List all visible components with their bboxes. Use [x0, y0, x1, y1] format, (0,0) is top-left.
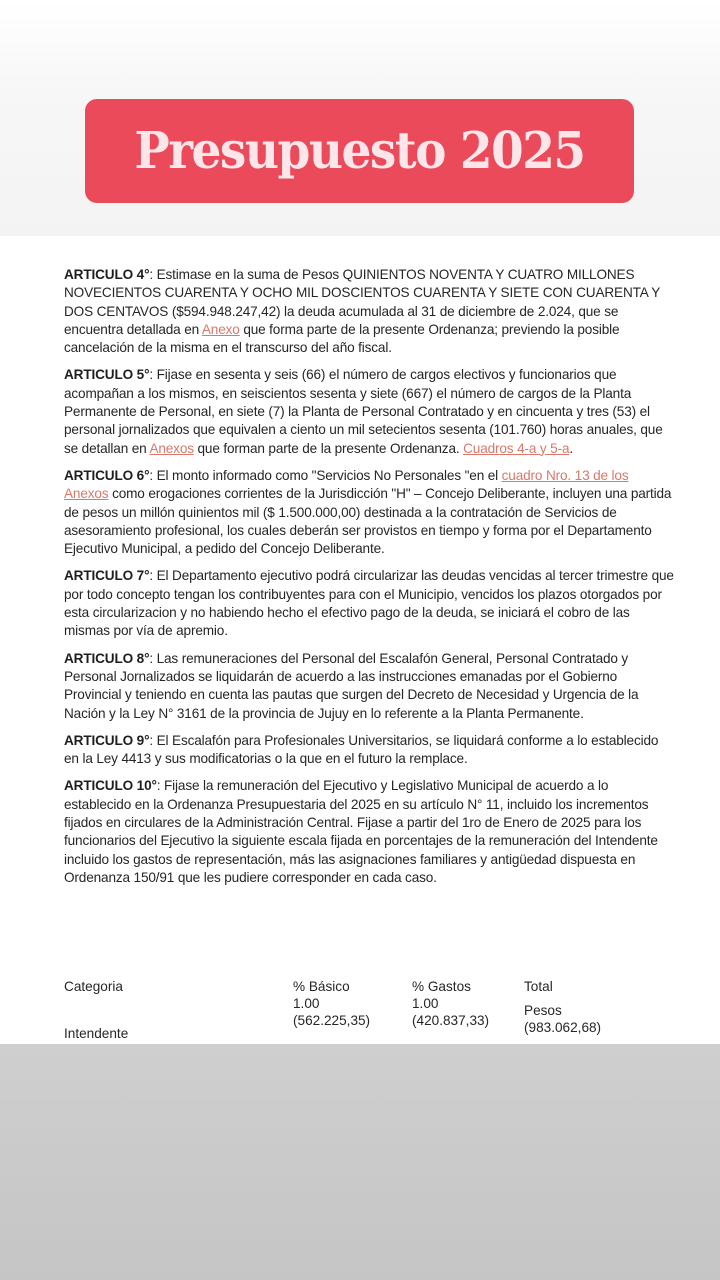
cell-total-amount: (983.062,68) — [524, 1020, 602, 1035]
article-text: como erogaciones corrientes de la Jurisdicción "H" – Concejo Deliberante, incluyen una partida de pesos un millón quinientos mil ($ 1.500.000,00) destinada a la contratación de Servicios de asesoramiento profesional, los cuales deberán ser provistos en tiempo y forma por el Departamento Ejecutivo Municipal, a pedido del Concejo Deliberante. — [64, 486, 672, 557]
article-heading: ARTICULO 6° — [64, 467, 150, 483]
articles-list — [64, 266, 674, 896]
article-text: : Estimase en la suma de Pesos QUINIENTOS NOVENTA Y CUATRO MILLONES NOVECIENTOS CUARENTA Y OCHO MIL DOSCIENTOS CUARENTA Y SIETE CON CUARENTA Y DOS CENTAVOS ($594.948.247,42) la deuda acumulada al 31 de diciembre de 2.024, que se encuentra detallada en — [64, 267, 660, 337]
article-text: : Fijase en sesenta y seis (66) el número de cargos electivos y funcionarios que acompañan a los mismos, en seiscientos sesenta y siete (667) el número de cargos de la Planta Permanente de Personal, en siete (7) la Planta de Personal Contratado y en cincuenta y tres (53) el personal jornalizados que equivalen a ciento un mil setecientos sesenta (101.760) horas anuales, que se detallan en — [64, 367, 663, 456]
salary-table — [64, 976, 674, 1046]
article-9 — [64, 732, 674, 769]
article-8 — [64, 650, 674, 723]
article-text: que forma parte de la presente Ordenanza; previendo la posible cancelación de la misma en el transcurso del año fiscal. — [64, 321, 620, 356]
article-text: : El Escalafón para Profesionales Universitarios, se liquidará conforme a lo establecido en la Ley 4413 y sus modificatorias o la que en el futuro la remplace. — [64, 732, 659, 767]
header-categoria: Categoria — [64, 979, 123, 994]
article-text: : Fijase la remuneración del Ejecutivo y Legislativo Municipal de acuerdo a lo establecido en la Ordenanza Presupuestaria del 2025 en su artículo N° 11, incluido los incrementos fijados en circulares de la Administración Central. Fijase a partir del 1ro de Enero de 2025 para los funcionarios del Ejecutivo la siguiente escala fijada en porcentajes de la remuneración del Intendente incluido los gastos de representación, más las asignaciones familiares y antigüedad dispuesta en Ordenanza 150/91 que les pudiere corresponder en cada caso. — [64, 778, 658, 885]
article-4 — [64, 266, 674, 357]
article-heading: ARTICULO 4° — [64, 267, 150, 282]
anexo-link[interactable]: Anexo — [201, 321, 240, 337]
cuadro-13-link[interactable]: cuadro Nro. 13 de los Anexos — [64, 467, 629, 502]
document-page — [0, 236, 720, 1044]
header-total: Total — [524, 979, 553, 994]
header-gastos: % Gastos — [412, 979, 471, 994]
article-text: : El Departamento ejecutivo podrá circularizar las deudas vencidas al tercer trimestre que por todo concepto tengan los contribuyentes para con el Municipio, vencidos los plazos otorgados por esta circularizacion y no habiendo hecho el efectivo pago de la deuda, se iniciará el cobro de las mismas por vía de apremio. — [64, 568, 674, 639]
header-basico: % Básico — [293, 979, 350, 994]
article-heading: ARTICULO 5° — [64, 367, 150, 383]
anexos-link[interactable]: Anexos — [149, 440, 194, 456]
article-heading: ARTICULO 7° — [64, 568, 150, 584]
cell-gastos-amount: (420.837,33) — [412, 1013, 490, 1028]
page-title: Presupuesto 2025 — [134, 121, 585, 181]
cell-categoria: Intendente — [64, 1026, 129, 1041]
cell-gastos-pct: 1.00 — [412, 996, 439, 1011]
cell-basico-amount: (562.225,35) — [293, 1013, 371, 1028]
article-heading: ARTICULO 8° — [64, 650, 150, 666]
cell-basico-pct: 1.00 — [293, 996, 320, 1011]
header-band — [0, 0, 720, 236]
article-heading: ARTICULO 9° — [64, 732, 150, 748]
cell-total-label: Pesos — [524, 1003, 562, 1018]
article-5 — [64, 366, 674, 457]
cuadros-link[interactable]: Cuadros 4-a y 5-a — [463, 440, 570, 456]
article-6 — [64, 467, 674, 558]
article-text: : Las remuneraciones del Personal del Escalafón General, Personal Contratado y Personal Jornalizados se liquidarán de acuerdo a las instrucciones emanadas por el Gobierno Provincial y teniendo en cuenta las pautas que surgen del Decreto de Necesidad y Urgencia de la Nación y la Ley N° 3161 de la provincia de Jujuy en lo referente a la Planta Permanente. — [64, 650, 639, 721]
article-10 — [64, 777, 674, 887]
bottom-band — [0, 1044, 720, 1280]
article-text: . — [569, 440, 574, 456]
article-text: que forman parte de la presente Ordenanza. — [193, 440, 464, 456]
article-text: : El monto informado como "Servicios No Personales "en el — [149, 467, 502, 483]
article-heading: ARTICULO 10° — [64, 778, 157, 794]
article-7 — [64, 567, 674, 640]
title-banner — [85, 99, 634, 203]
